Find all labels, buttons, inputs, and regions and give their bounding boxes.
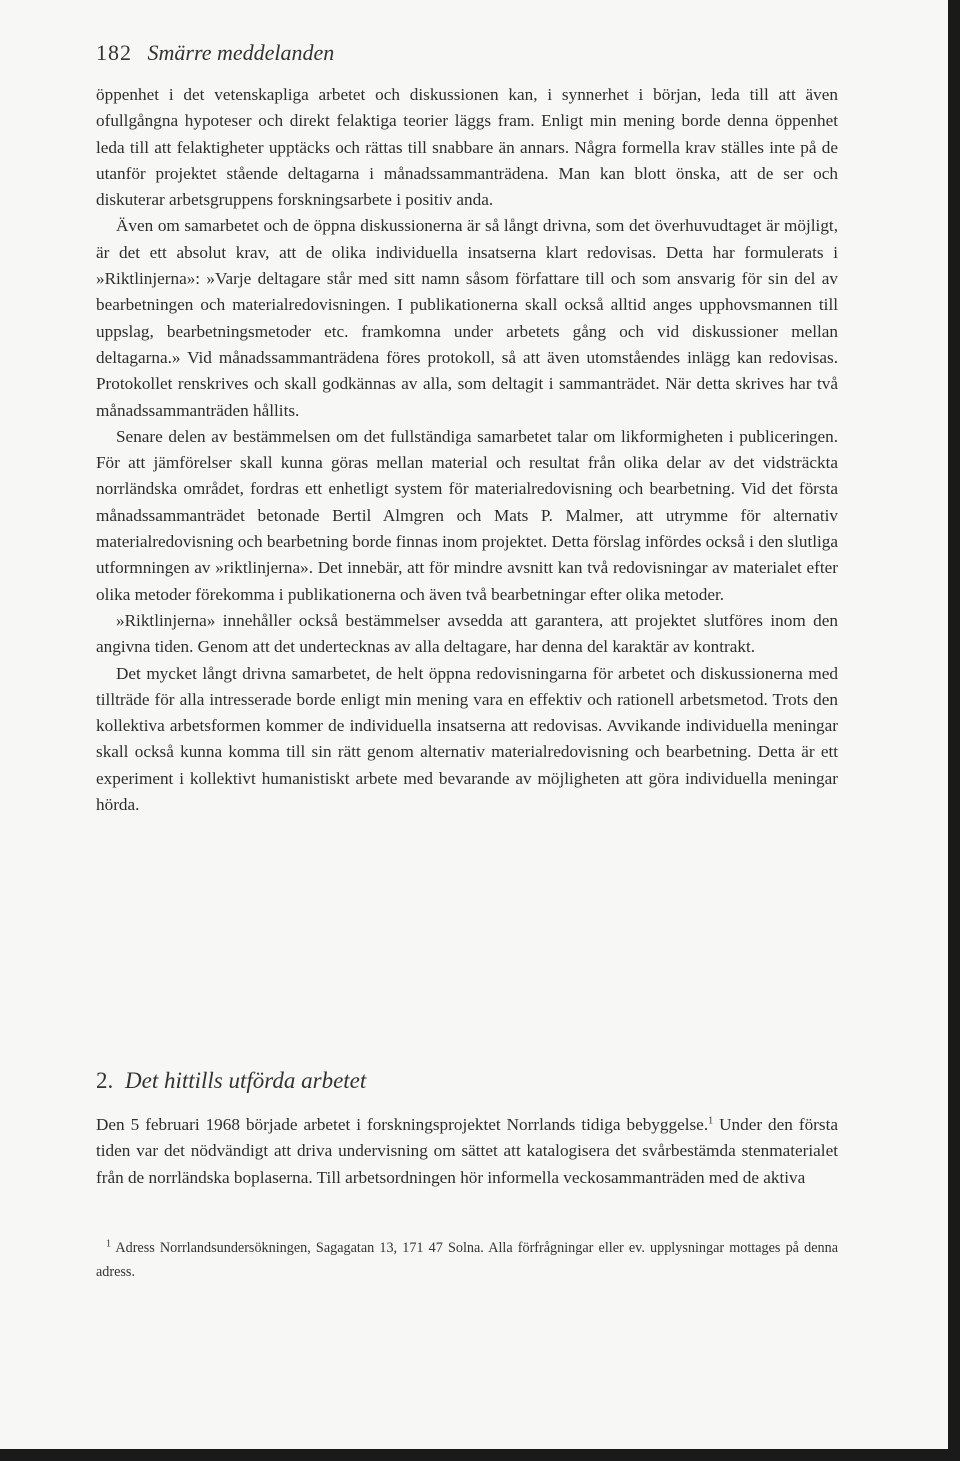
paragraph: Senare delen av bestämmelsen om det fullständiga samarbetet talar om likformigheten i publiceringen. För att jämförelser skall kunna göras mellan material och resultat från olika delar av det vidsträckta norrländska området, fordras ett enhetligt system för materialredovisning och bearbetning. Vid det första månadssammanträdet betonade Bertil Almgren och Mats P. Malmer, att utrymme för alternativ materialredovisning och bearbetning borde finnas inom projektet. Detta förslag infördes också i den slutliga utformningen av »riktlinjerna». Det innebär, att för mindre avsnitt kan två redovisningar av materialet efter olika metoder förekomma i publikationerna och även två bearbetningar efter olika metoder. — [96, 426, 838, 604]
body-text — [96, 82, 838, 818]
page-number: 182 — [96, 40, 132, 65]
running-title: Smärre meddelanden — [147, 40, 335, 65]
footnote-body: Adress Norrlandsundersökningen, Sagagatan 13, 171 47 Solna. Alla förfrågningar eller ev. upplysningar mottages på denna adress. — [96, 1240, 838, 1280]
paragraph: »Riktlinjerna» innehåller också bestämmelser avsedda att garantera, att projektet slutföres inom den angivna tiden. Genom att det undertecknas av alla deltagare, har denna del karaktär av kontrakt. — [96, 610, 838, 657]
paragraph: Det mycket långt drivna samarbetet, de helt öppna redovisningarna för arbetet och diskussionerna med tillträde för alla intresserade borde enligt min mening vara en effektiv och rationell arbetsmetod. Trots den kollektiva arbetsformen kommer de individuella insatserna att redovisas. Avvikande individuella meningar skall också kunna komma till sin rätt genom alternativ materialredovisning och bearbetning. Detta är ett experiment i kollektivt humanistiskt arbete med bevarande av möjligheten att göra individuella meningar hörda. — [96, 663, 838, 815]
paragraph — [96, 1112, 838, 1191]
footnote-marker: 1 — [106, 1238, 111, 1250]
paragraph-text: Den 5 februari 1968 började arbetet i forskningsprojektet Norrlands tidiga bebyggelse. — [96, 1115, 709, 1134]
running-header — [96, 40, 334, 66]
footnote-text — [96, 1236, 838, 1284]
paragraph: öppenhet i det vetenskapliga arbetet och diskussionen kan, i synnerhet i början, leda till att även ofullgångna hypoteser och direkt felaktiga teorier läggs fram. Enligt min mening borde denna öppenhet leda till att felaktigheter upptäcks och rättas till snabbare än annars. Några formella krav ställes inte på de utanför projektet stående deltagarna i månadssammanträdena. Man kan blott önska, att de ser och diskuterar arbetsgruppens forskningsarbete i positiv anda. — [96, 85, 838, 210]
section-body-text — [96, 1112, 838, 1191]
footnote — [96, 1236, 838, 1284]
section-heading — [96, 1068, 366, 1094]
section-title: Det hittills utförda arbetet — [125, 1068, 367, 1093]
footnote-reference: 1 — [708, 1115, 714, 1127]
paragraph-text: Under den första tiden var det nödvändigt att driva undervisning om sättet att katalogisera det svårbestämda stenmaterialet från de norrländska boplaserna. Till arbetsordningen hör informella veckosammanträden med de aktiva — [96, 1115, 838, 1187]
paragraph: Även om samarbetet och de öppna diskussionerna är så långt drivna, som det överhuvudtaget är möjligt, är det ett absolut krav, att de olika individuella insatserna klart redovisas. Detta har formulerats i »Riktlinjerna»: »Varje deltagare står med sitt namn såsom författare till och som ansvarig för sin del av bearbetningen och materialredovisningen. I publikationerna skall också alltid anges upphovsmannen till uppslag, bearbetningsmetoder etc. framkomna under arbetets gång och vid diskussioner mellan deltagarna.» Vid månadssammanträdena föres protokoll, så att även utomståendes inlägg kan redovisas. Protokollet renskrives och skall godkännas av alla, som deltagit i sammanträdet. När detta skrives har två månadssammanträden hållits. — [96, 216, 838, 420]
section-number: 2. — [96, 1068, 114, 1093]
